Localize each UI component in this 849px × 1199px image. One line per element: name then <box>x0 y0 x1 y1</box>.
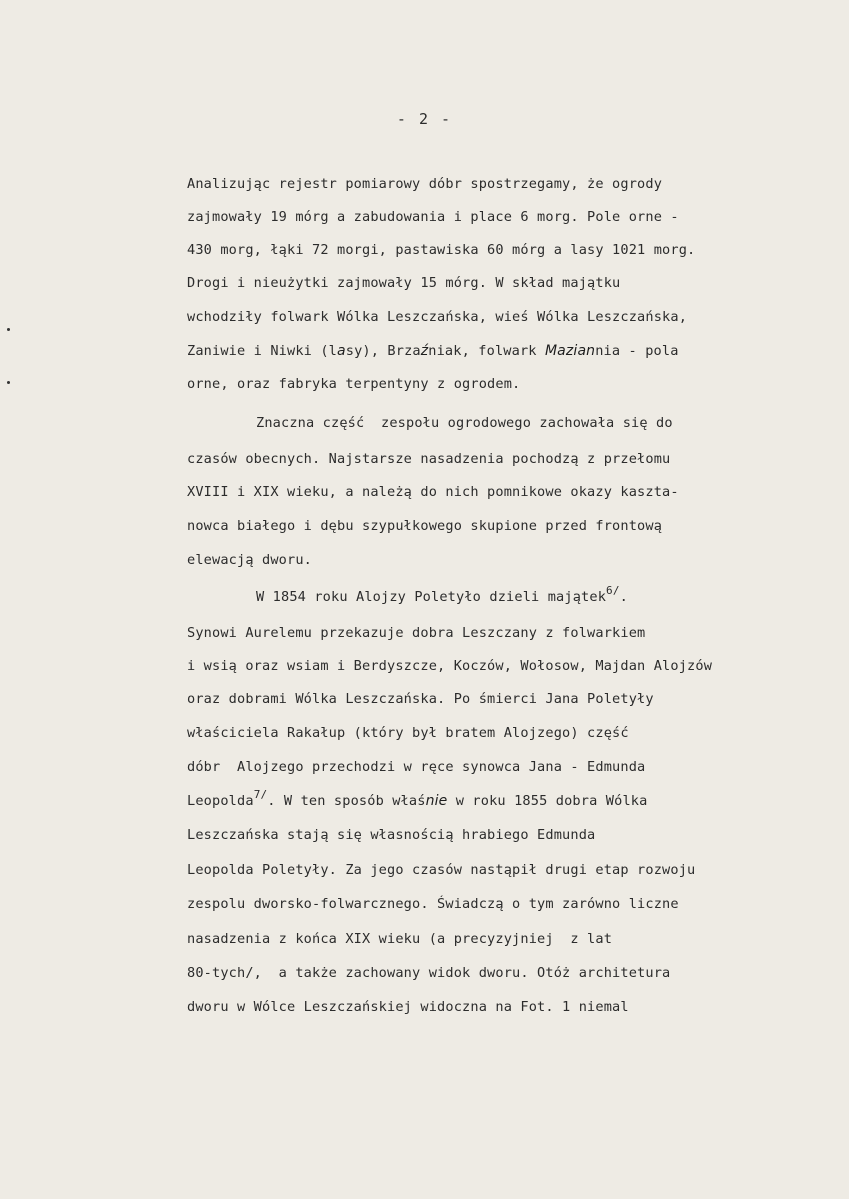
text-line-4: Drogi i nieużytki zajmowały 15 mórg. W skład majątku <box>187 275 621 291</box>
line-6-part-d: nia - pola <box>595 343 679 359</box>
text-line-18: dóbr Alojzego przechodzi w ręce synowca Jana - Edmunda <box>187 759 646 775</box>
text-line-16: oraz dobrami Wólka Leszczańska. Po śmierci Jana Poletyły <box>187 691 654 707</box>
handwritten-correction-a: a <box>337 343 346 359</box>
line-6-part-b: sy), Brza <box>345 343 421 359</box>
text-line-7: orne, oraz fabryka terpentyny z ogrodem. <box>187 376 521 392</box>
footnote-ref-7: 7/ <box>253 788 268 801</box>
line-13-part-a: W 1854 roku Alojzy Poletyło dzieli majątek <box>256 589 607 605</box>
text-line-8: Znaczna część zespołu ogrodowego zachowała się do <box>256 415 673 431</box>
footnote-ref-6: 6/ <box>606 584 620 597</box>
handwritten-correction-z: ź <box>420 343 429 359</box>
margin-dot <box>7 381 10 384</box>
text-line-3: 430 morg, łąki 72 morgi, pastawiska 60 mórg a lasy 1021 morg. <box>187 242 696 258</box>
line-19-part-c: w roku 1855 dobra Wólka <box>447 793 648 809</box>
text-line-24: 80-tych/, a także zachowany widok dworu. Otóż architetura <box>187 965 671 981</box>
line-19-part-b: . W ten sposób właś <box>267 793 426 809</box>
text-line-13 <box>256 584 628 608</box>
line-19-part-a: Leopolda <box>187 793 254 809</box>
text-line-2: zajmowały 19 mórg a zabudowania i place 6 morg. Pole orne - <box>187 209 679 225</box>
text-line-19 <box>187 788 648 812</box>
text-line-22: zespolu dworsko-folwarcznego. Świadczą o tym zarówno liczne <box>187 896 679 912</box>
text-line-15: i wsią oraz wsiam i Berdyszcze, Koczów, Wołosow, Majdan Alojzów <box>187 658 713 674</box>
text-line-23: nasadzenia z końca XIX wieku (a precyzyjniej z lat <box>187 931 613 947</box>
handwritten-correction-mazian: Mazian <box>544 343 596 359</box>
text-line-5: wchodziły folwark Wólka Leszczańska, wieś Wólka Leszczańska, <box>187 309 688 325</box>
text-line-11: nowca białego i dębu szypułkowego skupione przed frontową <box>187 518 663 534</box>
text-line-21: Leopolda Poletyły. Za jego czasów nastąpił drugi etap rozwoju <box>187 862 696 878</box>
page-number: - 2 - <box>396 110 453 128</box>
text-line-1: Analizując rejestr pomiarowy dóbr spostrzegamy, że ogrody <box>187 176 663 192</box>
text-line-12: elewacją dworu. <box>187 552 313 568</box>
line-13-part-b: . <box>619 589 628 605</box>
text-line-25: dworu w Wólce Leszczańskiej widoczna na Fot. 1 niemal <box>187 999 629 1015</box>
text-line-17: właściciela Rakałup (który był bratem Alojzego) część <box>187 725 629 741</box>
text-line-6 <box>187 341 679 361</box>
text-line-10: XVIII i XIX wieku, a należą do nich pomnikowe okazy kaszta- <box>187 484 679 500</box>
text-line-20: Leszczańska stają się własnością hrabiego Edmunda <box>187 827 596 843</box>
text-line-14: Synowi Aurelemu przekazuje dobra Leszczany z folwarkiem <box>187 625 646 641</box>
line-6-part-a: Zaniwie i Niwki (l <box>187 343 338 359</box>
text-line-9: czasów obecnych. Najstarsze nasadzenia pochodzą z przełomu <box>187 451 671 467</box>
line-6-part-c: niak, folwark <box>428 343 545 359</box>
handwritten-correction-nie: nie <box>425 793 448 809</box>
margin-dot <box>7 328 10 331</box>
